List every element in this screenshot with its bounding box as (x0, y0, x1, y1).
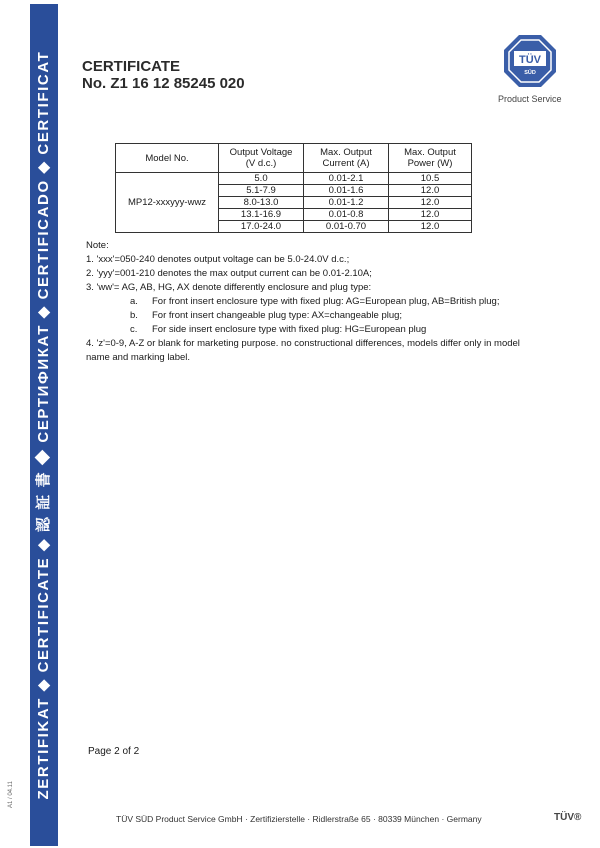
sub-text: For front insert enclosure type with fixed plug: AG=European plug, AB=British plug; (152, 296, 500, 307)
current-cell: 0.01-1.2 (304, 197, 389, 209)
table-header-row (116, 144, 472, 173)
note-2: 2. 'yyy'=001-210 denotes the max output current can be 0.01-2.10A; (86, 268, 372, 279)
sub-letter: b. (130, 310, 138, 321)
power-cell: 12.0 (389, 185, 472, 197)
footer-tuv-mark: TÜV® (554, 812, 582, 823)
voltage-cell: 5.1-7.9 (219, 185, 304, 197)
logo-text-top: TÜV (519, 54, 541, 66)
voltage-cell: 17.0-24.0 (219, 221, 304, 233)
certificate-number: No. Z1 16 12 85245 020 (82, 75, 245, 92)
page-number: Page 2 of 2 (88, 746, 140, 757)
sub-text: For front insert changeable plug type: AX=changeable plug; (152, 310, 403, 321)
col-current-header: Max. Output Current (A) (304, 144, 389, 173)
sub-letter: c. (130, 324, 138, 335)
note-3: 3. 'ww'= AG, AB, HG, AX denote differently enclosure and plug type: (86, 282, 372, 293)
current-cell: 0.01-1.6 (304, 185, 389, 197)
form-code: A1 / 04.11 (8, 781, 14, 808)
product-service-caption: Product Service (498, 94, 562, 104)
model-cell: MP12-xxxyyy-wwz (116, 173, 219, 233)
power-cell: 12.0 (389, 209, 472, 221)
col-model-header: Model No. (116, 144, 219, 173)
sub-text: For side insert enclosure type with fixed plug: HG=European plug (152, 324, 427, 335)
table-row (116, 173, 472, 185)
tuv-sud-logo-icon (502, 33, 558, 89)
note-4: 4. 'z'=0-9, A-Z or blank for marketing purpose. no constructional differences, models differ only in model name and marking label. (86, 338, 520, 363)
logo-text-bottom: SÜD (524, 70, 536, 76)
notes-heading: Note: (86, 240, 109, 251)
note-3-item-c (130, 323, 526, 337)
voltage-cell: 8.0-13.0 (219, 197, 304, 209)
current-cell: 0.01-0.8 (304, 209, 389, 221)
side-band-text: ZERTIFIKAT ◆ CERTIFICATE ◆ 認 証 書 ◆ СЕРТИФИКАТ ◆ CERTIFICADO ◆ CERTIFICAT (35, 50, 52, 800)
power-cell: 12.0 (389, 197, 472, 209)
power-cell: 12.0 (389, 221, 472, 233)
notes-section (86, 239, 526, 365)
model-spec-table (115, 143, 472, 233)
note-1: 1. 'xxx'=050-240 denotes output voltage can be 5.0-24.0V d.c.; (86, 254, 350, 265)
col-voltage-header: Output Voltage (V d.c.) (219, 144, 304, 173)
footer-address: TÜV SÜD Product Service GmbH · Zertifizierstelle · Ridlerstraße 65 · 80339 München · Germany (116, 814, 482, 824)
current-cell: 0.01-0.70 (304, 221, 389, 233)
note-3-item-b (130, 309, 526, 323)
voltage-cell: 5.0 (219, 173, 304, 185)
voltage-cell: 13.1-16.9 (219, 209, 304, 221)
col-power-header: Max. Output Power (W) (389, 144, 472, 173)
note-3-item-a (130, 295, 526, 309)
certificate-title: CERTIFICATE (82, 58, 181, 75)
sub-letter: a. (130, 296, 138, 307)
power-cell: 10.5 (389, 173, 472, 185)
current-cell: 0.01-2.1 (304, 173, 389, 185)
